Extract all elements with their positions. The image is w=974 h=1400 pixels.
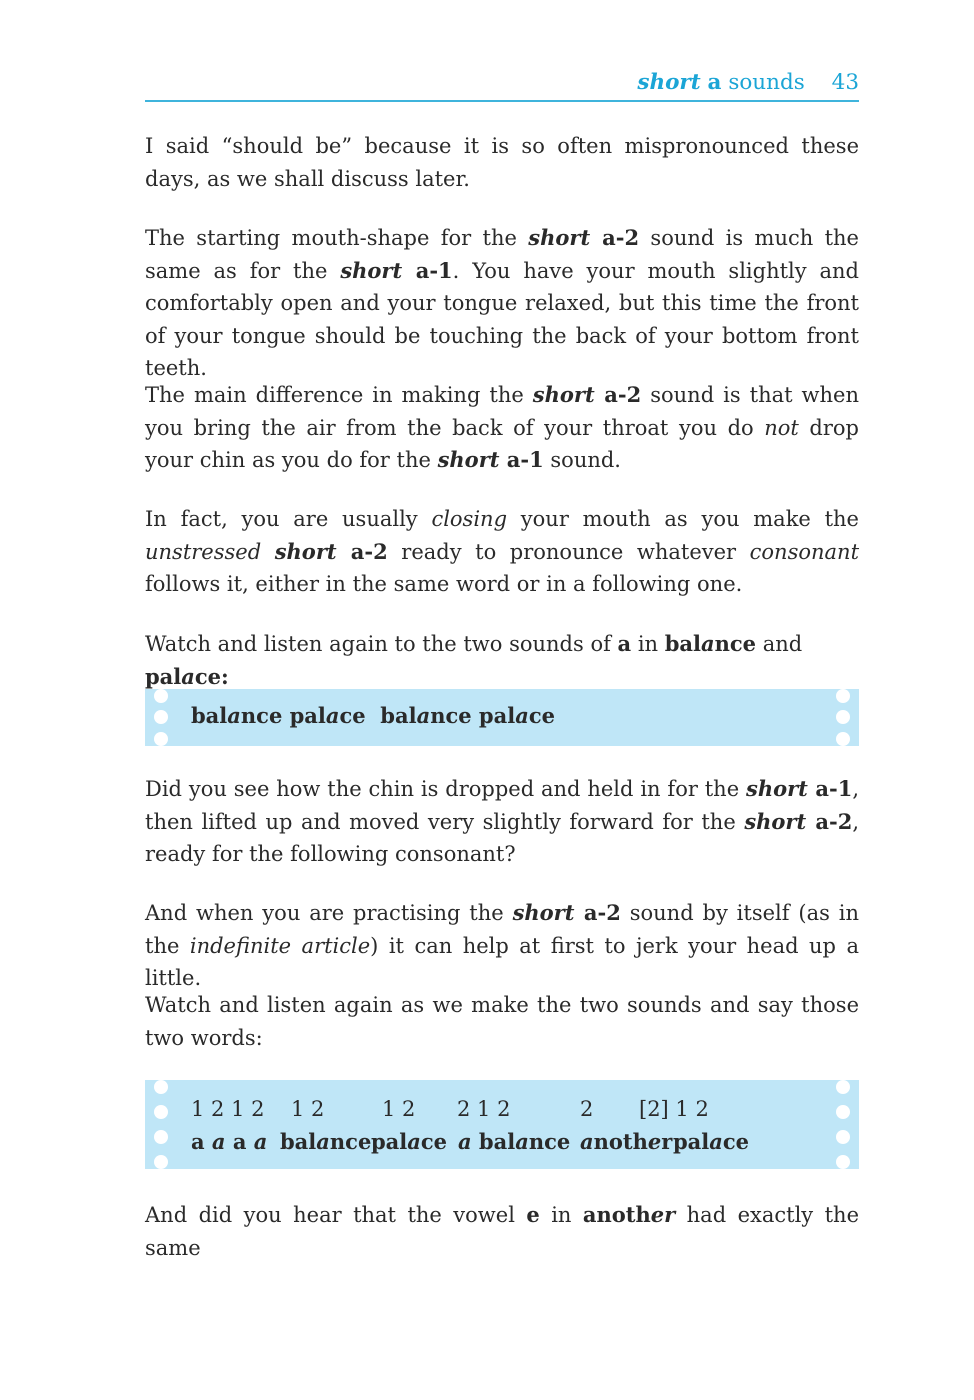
p2-t3: . You have your mouth slightly and comfortably open and your tongue relaxed, but this time the front of your tongue should be touching the back of your bottom front teeth.: [145, 258, 860, 381]
g6c: ce: [722, 1129, 750, 1154]
p7-t1: And when you are practising the: [145, 901, 513, 925]
p5-t2: in: [631, 632, 665, 656]
paragraph-1-text: I said “should be” because it is so often mispronounced these days, as we shall discuss later.: [145, 134, 859, 191]
dot: [154, 689, 168, 703]
example-group-6: [673, 1127, 749, 1157]
dot: [154, 1130, 168, 1144]
g4b: bal: [471, 1129, 516, 1154]
p9-t3: had exactly the same: [145, 1203, 860, 1260]
dot: [154, 1080, 168, 1094]
example-group-1: [191, 1127, 267, 1157]
p9-t1: And did you hear that the vowel: [145, 1203, 527, 1227]
p3-short1: short: [532, 382, 595, 407]
p3-a2: a-2: [594, 382, 642, 407]
p2-a1: a-1: [402, 257, 453, 283]
stress-numbers-4: 2 1 2: [457, 1097, 511, 1121]
p7-short: short: [512, 900, 575, 925]
p4-unstressed: unstressed: [145, 539, 262, 564]
paragraph-2: [145, 222, 859, 385]
p9-anoth: anoth: [582, 1202, 651, 1227]
w2b: a: [325, 703, 340, 728]
p5-t1: Watch and listen again to the two sounds of: [145, 632, 618, 656]
g2c: nce: [329, 1129, 372, 1154]
g5d: r: [661, 1129, 673, 1154]
g6a: pal: [673, 1129, 710, 1154]
dot: [836, 710, 850, 724]
p6-short2: short: [744, 808, 807, 834]
p6-t1: Did you see how the chin is dropped and held in for the: [145, 777, 746, 801]
g3a: pal: [371, 1129, 408, 1154]
paragraph-4: [145, 503, 859, 601]
paragraph-7: [145, 897, 859, 995]
w4a: pal: [478, 703, 516, 728]
w3a: bal: [380, 703, 417, 728]
p6-t2: , then lifted up and moved very slightly forward for the: [145, 777, 859, 834]
p2-a2: a-2: [590, 225, 640, 250]
p9-t2: in: [539, 1203, 583, 1227]
g4c: a: [515, 1129, 529, 1154]
example-group-3: [371, 1127, 447, 1157]
p4-t3: ready to pronounce whatever: [387, 539, 750, 564]
p4-t2: your mouth as you make the: [507, 507, 859, 531]
p5-a-italic: a: [701, 631, 715, 656]
p3-a1: a-1: [499, 447, 544, 473]
stress-numbers-2: 1 2: [291, 1097, 325, 1121]
paragraph-1: [145, 130, 859, 195]
left-dots: [154, 1080, 168, 1169]
p8-text: Watch and listen again as we make the two sounds and say those two words:: [145, 993, 859, 1050]
page-number: 43: [831, 70, 859, 95]
paragraph-6: [145, 773, 859, 871]
p4-t4: follows it, either in the same word or in a following one.: [145, 572, 743, 597]
header-a: a: [707, 70, 722, 95]
dot: [836, 1130, 850, 1144]
p2-short1: short: [528, 225, 591, 250]
paragraph-8: [145, 989, 859, 1054]
p2-t1: The starting mouth-shape for the: [145, 226, 529, 250]
example-box-1: [145, 689, 859, 746]
stress-numbers-1: 1 2 1 2: [191, 1097, 265, 1121]
g2b: a: [316, 1129, 330, 1154]
p3-not: not: [764, 415, 799, 440]
dot: [154, 710, 168, 724]
w3c: nce: [430, 703, 472, 728]
p7-indefinite-article: indefinite article: [189, 933, 371, 958]
dot: [154, 732, 168, 746]
p3-t2: sound is that when you bring the air from the back of your throat you do: [145, 383, 860, 440]
example-group-2: [280, 1127, 371, 1157]
p4-short: short: [274, 538, 337, 564]
g4a: a: [458, 1129, 472, 1154]
stress-numbers-5: 2: [580, 1097, 594, 1121]
right-dots: [836, 1080, 850, 1169]
dot: [836, 1105, 850, 1119]
left-dots: [154, 689, 168, 746]
p5-ce: ce:: [194, 663, 229, 689]
example-group-4: [458, 1127, 570, 1157]
p4-a2: a-2: [336, 538, 388, 564]
p5-pal: pal: [145, 663, 182, 689]
w4c: ce: [528, 703, 555, 728]
p7-a2: a-2: [574, 900, 621, 925]
p5-bal: bal: [664, 631, 702, 656]
dot: [154, 1105, 168, 1119]
w1b: a: [227, 703, 241, 728]
p3-t4: sound.: [543, 448, 621, 473]
p3-t3: drop your chin as you do for the: [145, 415, 859, 473]
p7-t3: ) it can help at first to jerk your head up a little.: [145, 933, 859, 991]
p4-t1: In fact, you are usually: [145, 507, 432, 531]
p7-t2: sound by itself (as in the: [145, 901, 859, 958]
p3-short2: short: [437, 447, 500, 473]
g3c: ce: [420, 1129, 448, 1154]
p6-t3: , ready for the following consonant?: [145, 809, 859, 867]
p2-t2: sound is much the same as for the: [145, 226, 859, 283]
paragraph-5: [145, 628, 859, 693]
p5-t3: and: [756, 632, 803, 656]
stress-numbers-6: [2] 1 2: [639, 1097, 709, 1121]
w2c: ce: [339, 703, 366, 728]
g2a: bal: [280, 1129, 317, 1154]
p6-a1: a-1: [807, 776, 853, 801]
g1d: a: [253, 1129, 268, 1154]
p9-e: e: [526, 1202, 540, 1227]
dot: [836, 689, 850, 703]
example-box-2: [145, 1080, 859, 1169]
g1a: a: [191, 1129, 212, 1154]
p9-er: er: [650, 1202, 676, 1227]
p5-a: a: [617, 631, 632, 656]
right-dots: [836, 689, 850, 746]
g4d: nce: [528, 1129, 571, 1154]
dot: [154, 1155, 168, 1169]
g6b: a: [709, 1129, 723, 1154]
w1a: bal: [191, 703, 228, 728]
paragraph-9: [145, 1199, 859, 1264]
paragraph-3: [145, 379, 859, 477]
dot: [836, 1080, 850, 1094]
example-group-5: [580, 1127, 672, 1157]
g3b: a: [407, 1129, 421, 1154]
example-words-1: [191, 701, 555, 731]
dot: [836, 732, 850, 746]
p3-t1: The main difference in making the: [145, 383, 533, 407]
running-header: [145, 70, 859, 102]
p5-a-italic-2: a: [181, 663, 195, 689]
w4b: a: [515, 703, 529, 728]
w3b: a: [416, 703, 431, 728]
w2a: pal: [289, 703, 326, 728]
header-sounds: sounds: [728, 70, 805, 95]
p4-closing: closing: [431, 507, 508, 531]
g1c: a: [225, 1129, 254, 1154]
p4-consonant: consonant: [749, 539, 860, 564]
w1c: nce: [240, 703, 283, 728]
p6-a2: a-2: [806, 808, 853, 834]
p6-short1: short: [746, 776, 808, 801]
g1b: a: [211, 1129, 226, 1154]
g5c: e: [647, 1129, 662, 1154]
p2-short2: short: [340, 257, 403, 283]
g5a: a: [580, 1129, 594, 1154]
g5b: noth: [593, 1129, 648, 1154]
stress-numbers-3: 1 2: [382, 1097, 416, 1121]
dot: [836, 1155, 850, 1169]
header-short: short: [637, 70, 701, 95]
p5-nce: nce: [714, 631, 757, 656]
